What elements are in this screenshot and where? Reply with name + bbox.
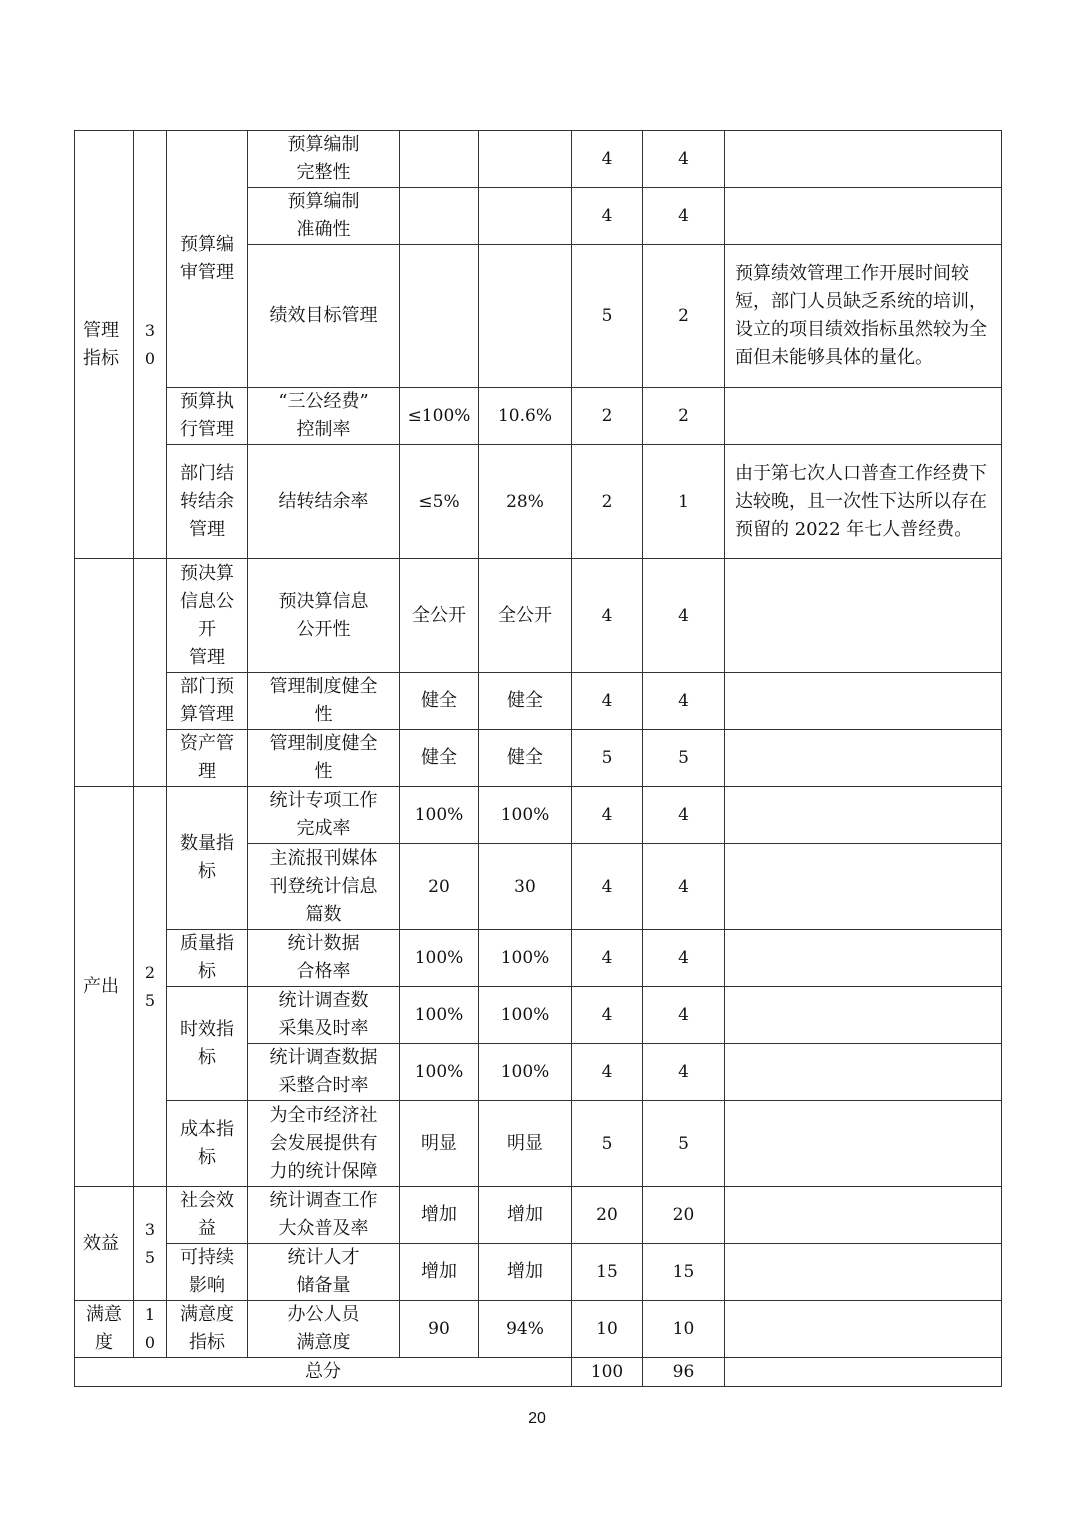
page-number: 20 [528,1410,546,1427]
got-score-cell: 4 [643,673,725,730]
note-cell [725,787,1002,844]
performance-evaluation-table [74,130,1002,1387]
level3-cell: 预算编制 完整性 [248,131,400,188]
target-cell: 健全 [400,730,479,787]
note-cell [725,844,1002,930]
level2-cell: 满意度 指标 [167,1301,248,1358]
target-cell [400,131,479,188]
actual-cell [479,131,572,188]
note-cell [725,1044,1002,1101]
note-cell [725,1187,1002,1244]
level3-cell: “三公经费” 控制率 [248,388,400,445]
level2-cell: 质量指 标 [167,930,248,987]
level3-cell: 管理制度健全 性 [248,673,400,730]
table-row [75,1301,1002,1358]
actual-cell: 明显 [479,1101,572,1187]
level2-cell: 社会效 益 [167,1187,248,1244]
note-cell [725,559,1002,673]
category-cell: 产出 [75,787,134,1187]
level3-cell: 统计专项工作 完成率 [248,787,400,844]
score-cell: 4 [572,930,643,987]
actual-cell: 100% [479,987,572,1044]
actual-cell: 28% [479,445,572,559]
actual-cell: 全公开 [479,559,572,673]
weight-cell: 1 0 [134,1301,167,1358]
target-cell [400,245,479,388]
got-score-cell: 4 [643,787,725,844]
level2-cell: 部门结 转结余 管理 [167,445,248,559]
got-score-cell: 2 [643,388,725,445]
score-cell: 4 [572,787,643,844]
table-row [75,930,1002,987]
total-score: 100 [572,1358,643,1387]
level3-cell: 办公人员 满意度 [248,1301,400,1358]
target-cell: 增加 [400,1187,479,1244]
category-cell: 效益 [75,1187,134,1301]
score-cell: 4 [572,131,643,188]
got-score-cell: 20 [643,1187,725,1244]
target-cell: 100% [400,787,479,844]
category-cell: 管理 指标 [75,131,134,559]
level3-cell: 结转结余率 [248,445,400,559]
got-score-cell: 1 [643,445,725,559]
target-cell: 全公开 [400,559,479,673]
actual-cell: 94% [479,1301,572,1358]
got-score-cell: 4 [643,930,725,987]
target-cell: ≤100% [400,388,479,445]
score-cell: 4 [572,559,643,673]
actual-cell: 30 [479,844,572,930]
actual-cell: 健全 [479,673,572,730]
weight-cell: 3 5 [134,1187,167,1301]
level3-cell: 统计调查工作 大众普及率 [248,1187,400,1244]
table-row [75,1187,1002,1244]
note-cell [725,188,1002,245]
note-cell: 预算绩效管理工作开展时间较短，部门人员缺乏系统的培训，设立的项目绩效指标虽然较为全面但未能够具体的量化。 [725,245,1002,388]
category-cell [75,559,134,787]
got-score-cell: 4 [643,987,725,1044]
got-score-cell: 15 [643,1244,725,1301]
note-cell [725,730,1002,787]
got-score-cell: 4 [643,188,725,245]
level2-cell: 数量指 标 [167,787,248,930]
score-cell: 2 [572,388,643,445]
total-row [75,1358,1002,1387]
got-score-cell: 4 [643,844,725,930]
actual-cell: 10.6% [479,388,572,445]
got-score-cell: 10 [643,1301,725,1358]
table-row [75,388,1002,445]
level2-cell: 预决算 信息公 开 管理 [167,559,248,673]
table-row [75,1101,1002,1187]
weight-cell: 2 5 [134,787,167,1187]
level3-cell: 统计调查数 采集及时率 [248,987,400,1044]
note-cell: 由于第七次人口普查工作经费下达较晚，且一次性下达所以存在预留的 2022 年七人普经费。 [725,445,1002,559]
note-cell [725,1301,1002,1358]
level2-cell: 资产管 理 [167,730,248,787]
table-row [75,787,1002,844]
score-cell: 4 [572,987,643,1044]
weight-cell: 3 0 [134,131,167,559]
target-cell: ≤5% [400,445,479,559]
level3-cell: 主流报刊媒体 刊登统计信息 篇数 [248,844,400,930]
level2-cell: 成本指 标 [167,1101,248,1187]
target-cell: 明显 [400,1101,479,1187]
got-score-cell: 2 [643,245,725,388]
actual-cell: 100% [479,787,572,844]
target-cell: 90 [400,1301,479,1358]
level3-cell: 绩效目标管理 [248,245,400,388]
target-cell: 100% [400,930,479,987]
score-cell: 5 [572,1101,643,1187]
target-cell: 100% [400,1044,479,1101]
actual-cell [479,245,572,388]
target-cell: 100% [400,987,479,1044]
total-got-score: 96 [643,1358,725,1387]
table-row [75,730,1002,787]
score-cell: 5 [572,730,643,787]
level2-cell: 部门预 算管理 [167,673,248,730]
got-score-cell: 4 [643,1044,725,1101]
actual-cell [479,188,572,245]
level2-cell: 时效指 标 [167,987,248,1101]
level2-cell: 可持续 影响 [167,1244,248,1301]
note-cell [725,930,1002,987]
score-cell: 20 [572,1187,643,1244]
level3-cell: 管理制度健全 性 [248,730,400,787]
total-label: 总分 [75,1358,572,1387]
target-cell: 健全 [400,673,479,730]
got-score-cell: 5 [643,730,725,787]
got-score-cell: 5 [643,1101,725,1187]
level2-cell: 预算编 审管理 [167,131,248,388]
actual-cell: 100% [479,1044,572,1101]
category-cell: 满意 度 [75,1301,134,1358]
table-row [75,559,1002,673]
table-row [75,1244,1002,1301]
score-cell: 4 [572,673,643,730]
level3-cell: 统计人才 储备量 [248,1244,400,1301]
actual-cell: 增加 [479,1244,572,1301]
note-cell [725,1244,1002,1301]
actual-cell: 100% [479,930,572,987]
level3-cell: 为全市经济社 会发展提供有 力的统计保障 [248,1101,400,1187]
note-cell [725,1101,1002,1187]
level2-cell: 预算执 行管理 [167,388,248,445]
table-row [75,445,1002,559]
score-cell: 10 [572,1301,643,1358]
actual-cell: 健全 [479,730,572,787]
table-row [75,131,1002,188]
score-cell: 4 [572,188,643,245]
score-cell: 2 [572,445,643,559]
weight-cell [134,559,167,787]
note-cell [725,987,1002,1044]
actual-cell: 增加 [479,1187,572,1244]
target-cell: 增加 [400,1244,479,1301]
score-cell: 4 [572,1044,643,1101]
level3-cell: 统计数据 合格率 [248,930,400,987]
note-cell [725,388,1002,445]
note-cell [725,131,1002,188]
score-cell: 5 [572,245,643,388]
score-cell: 15 [572,1244,643,1301]
table-row [75,987,1002,1044]
target-cell [400,188,479,245]
got-score-cell: 4 [643,131,725,188]
level3-cell: 预决算信息 公开性 [248,559,400,673]
note-cell [725,673,1002,730]
level3-cell: 统计调查数据 采整合时率 [248,1044,400,1101]
got-score-cell: 4 [643,559,725,673]
table-row [75,673,1002,730]
target-cell: 20 [400,844,479,930]
total-note [725,1358,1002,1387]
score-cell: 4 [572,844,643,930]
level3-cell: 预算编制 准确性 [248,188,400,245]
